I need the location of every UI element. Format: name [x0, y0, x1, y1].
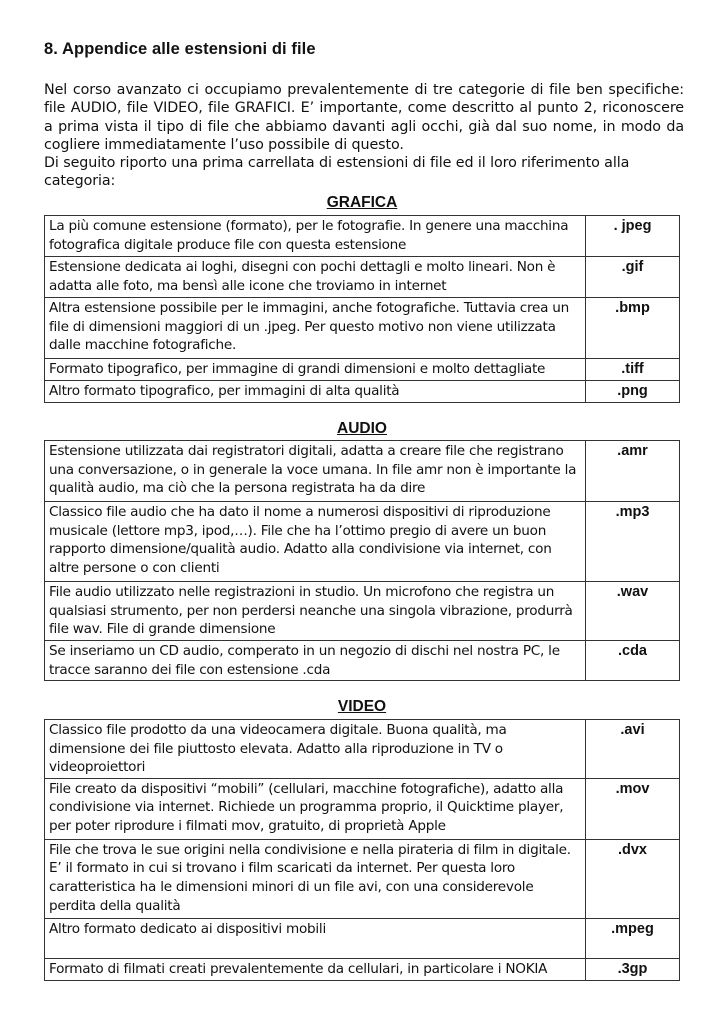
extension-cell: .gif	[586, 257, 680, 298]
video-table	[44, 719, 680, 981]
extension-cell: .avi	[586, 720, 680, 779]
description-cell: Estensione utilizzata dai registratori digitali, adatta a creare file che registrano una conversazione, o in generale la voce umana. In file amr non è importante la qualità audio, ma ciò che la persona registrata ha da dire	[45, 441, 586, 502]
intro-paragraph: Di seguito riporto una prima carrellata di estensioni di file ed il loro riferimento alla categoria:	[44, 155, 630, 190]
table-row	[45, 298, 680, 359]
extension-cell: .png	[586, 381, 680, 403]
extension-cell: .amr	[586, 441, 680, 502]
table-row	[45, 918, 680, 958]
extension-cell: .dvx	[586, 839, 680, 918]
description-cell: File che trova le sue origini nella condivisione e nella pirateria di film in digitale. E’ il formato in cui si trovano i film scaricati da internet. Per questa loro caratteristica ha le dimensioni minori di un file avi, con una considerevole perdita della qualità	[45, 839, 586, 918]
description-cell: File creato da dispositivi “mobili” (cellulari, macchine fotografiche), adatto alla condivisione via internet. Richiede un programma proprio, il Quicktime player, per poter riprodure i filmati mov, gratuito, di proprietà Apple	[45, 778, 586, 839]
extension-cell: .mov	[586, 778, 680, 839]
audio-table	[44, 440, 680, 681]
grafica-table	[44, 215, 680, 403]
extension-cell: .bmp	[586, 298, 680, 359]
extension-cell: . jpeg	[586, 216, 680, 257]
table-row	[45, 958, 680, 980]
extension-cell: .mp3	[586, 502, 680, 582]
description-cell: Altra estensione possibile per le immagini, anche fotografiche. Tuttavia crea un file di dimensioni maggiori di un .jpeg. Per questo motivo non viene utilizzata dalle macchine fotografiche.	[45, 298, 586, 359]
table-row	[45, 641, 680, 681]
table-row	[45, 720, 680, 779]
table-row	[45, 502, 680, 582]
extension-cell: .tiff	[586, 359, 680, 381]
description-cell: Estensione dedicata ai loghi, disegni con pochi dettagli e molto lineari. Non è adatta alle foto, ma bensì alle icone che troviamo in internet	[45, 257, 586, 298]
grafica-title: GRAFICA	[326, 194, 398, 211]
description-cell: Se inseriamo un CD audio, comperato in un negozio di dischi nel nostra PC, le tracce saranno dei file con estensione .cda	[45, 641, 586, 681]
table-row	[45, 381, 680, 403]
description-cell: Classico file prodotto da una videocamera digitale. Buona qualità, ma dimensione dei file piuttosto elevata. Adatto alla riproduzione in TV o videoproiettori	[45, 720, 586, 779]
extension-cell: .cda	[586, 641, 680, 681]
description-cell: Formato di filmati creati prevalentemente da cellulari, in particolare i NOKIA	[45, 958, 586, 980]
description-cell: Classico file audio che ha dato il nome a numerosi dispositivi di riproduzione musicale (lettore mp3, ipod,…). File che ha l’ottimo pregio di avere un buon rapporto dimensione/qualità audio. Adatto alla condivisione via internet, con altre persone o con clienti	[45, 502, 586, 582]
description-cell: Altro formato tipografico, per immagini di alta qualità	[45, 381, 586, 403]
table-row	[45, 582, 680, 641]
table-row	[45, 839, 680, 918]
table-row	[45, 441, 680, 502]
table-row	[45, 257, 680, 298]
description-cell: Formato tipografico, per immagine di grandi dimensioni e molto dettagliate	[45, 359, 586, 381]
extension-cell: .3gp	[586, 958, 680, 980]
description-cell: Altro formato dedicato ai dispositivi mobili	[45, 918, 586, 958]
description-cell: File audio utilizzato nelle registrazioni in studio. Un microfono che registra un qualsiasi strumento, per non perdersi neanche una singola vibrazione, produrrà file wav. File di grande dimensione	[45, 582, 586, 641]
section-heading: 8. Appendice alle estensioni di file	[44, 40, 316, 58]
intro-text	[44, 81, 684, 191]
extension-cell: .wav	[586, 582, 680, 641]
table-row	[45, 359, 680, 381]
description-cell: La più comune estensione (formato), per le fotografie. In genere una macchina fotografica digitale produce file con questa estensione	[45, 216, 586, 257]
table-row	[45, 778, 680, 839]
intro-paragraph: Nel corso avanzato ci occupiamo prevalentemente di tre categorie di file ben specifiche: file AUDIO, file VIDEO, file GRAFICI. E’ importante, come descritto al punto 2, riconoscere a prima vista il tipo di file che abbiamo davanti agli occhi, già dal suo nome, in modo da cogliere immediatamente l’uso possibile di questo.	[44, 82, 684, 153]
video-title: VIDEO	[337, 698, 387, 715]
audio-title: AUDIO	[337, 420, 387, 437]
table-row	[45, 216, 680, 257]
extension-cell: .mpeg	[586, 918, 680, 958]
